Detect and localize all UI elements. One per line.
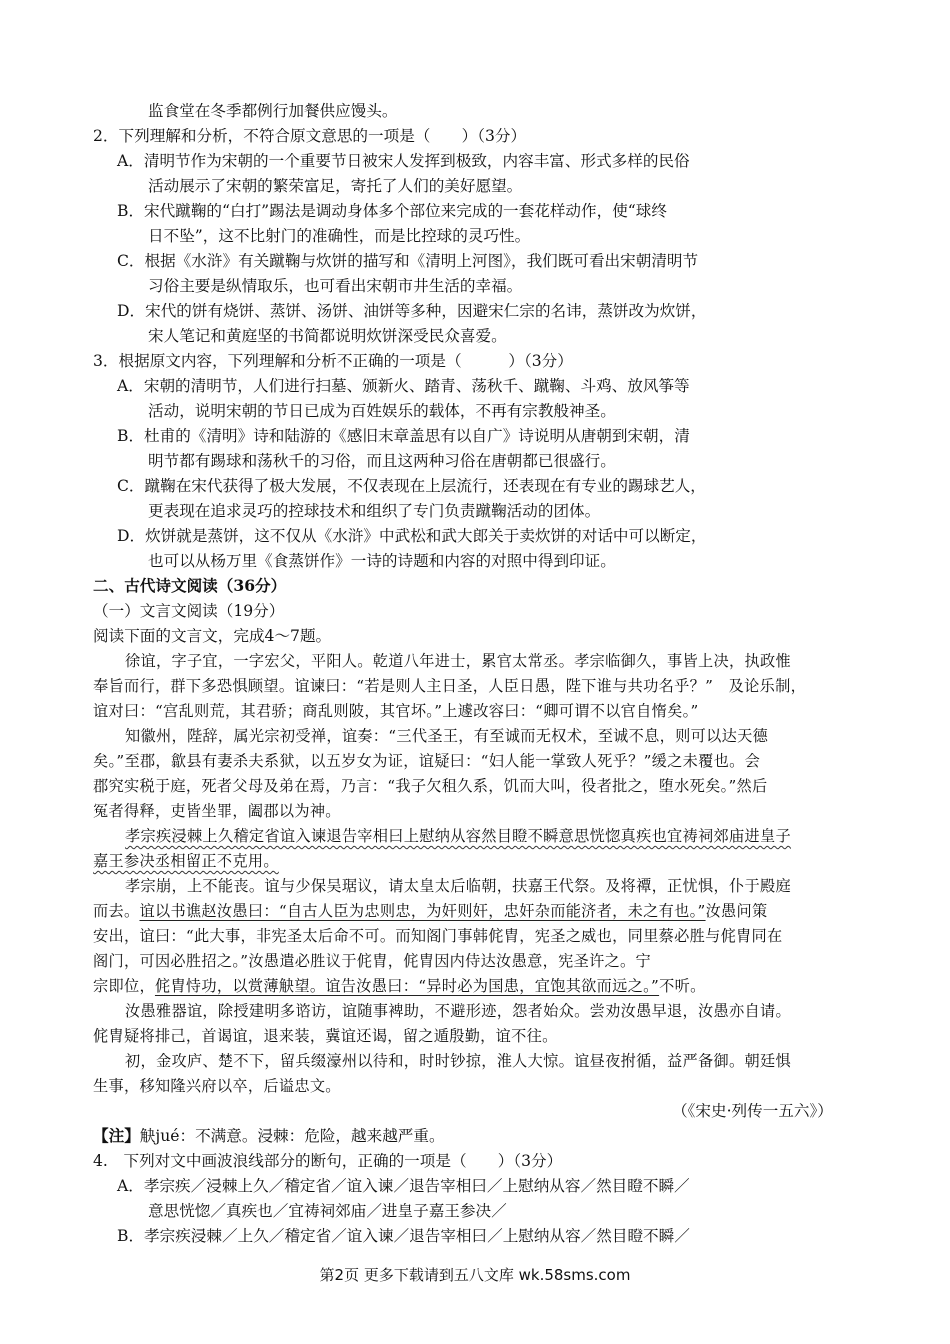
wavy-underlined-passage: 孝宗疾浸棘上久稽定省谊入谏退告宰相曰上慰纳从容然目瞪不瞬意思恍惚真疾也宜祷祠郊庙进皇子 — [125, 827, 791, 845]
wavy-underlined-passage: 嘉王参决丞相留正不克用。 — [93, 852, 279, 870]
passage-line: 奉旨而行，群下多恐惧顾望。谊谏曰：“若是则人主日圣，人臣日愚，陛下谁与共功名乎？” 及论乐制， — [93, 677, 807, 695]
passage-line: 生事，移知隆兴府以卒，后谥忠文。 — [93, 1077, 341, 1095]
annotation-note — [93, 1125, 445, 1147]
option-b-line: 日不坠”，这不比射门的准确性，而是比控球的灵巧性。 — [148, 227, 531, 245]
option-c-line: 习俗主要是纵情取乐，也可看出宋朝市井生活的幸福。 — [148, 277, 523, 295]
text-segment: 汝愚问策 — [705, 902, 768, 920]
option-c-line: C．蹴鞠在宋代获得了极大发展，不仅表现在上层流行，还表现在有专业的踢球艺人， — [117, 477, 706, 495]
passage-line: 徐谊，字子宜，一字宏父，平阳人。乾道八年进士，累官太常丞。孝宗临御久，事皆上决，执政惟 — [125, 652, 791, 670]
text-segment: 不听。 — [659, 977, 706, 995]
option-b-line: B．宋代蹴鞠的“白打”踢法是调动身体多个部位来完成的一套花样动作，使“球终 — [117, 202, 667, 220]
underlined-sentence: 谊以书谯赵汝愚曰：“自古人臣为忠则忠，为奸则奸，忠奸杂而能济者，未之有也。” — [139, 902, 706, 920]
underlined-sentence: 侂胄恃功，以赏薄觖望。谊告汝愚曰：“异时必为国患，宜饱其欲而远之。” — [154, 977, 660, 995]
option-a-line: 意思恍惚／真疾也／宜祷祠郊庙／进皇子嘉王参决／ — [148, 1202, 507, 1220]
passage-line: 知徽州，陛辞，属光宗初受禅，谊奏：“三代圣王，有至诚而无权术，至诚不息，则可以达天德 — [125, 727, 769, 745]
passage-line: 谊对曰：“宫乱则荒，其君骄；商乱则陂，其官坏。”上遽改容曰：“卿可谓不以官自惰矣。” — [93, 702, 699, 720]
source-citation: （《宋史·列传一五六》） — [672, 1102, 833, 1120]
option-c-line: C．根据《水浒》有关蹴鞠与炊饼的描写和《清明上河图》，我们既可看出宋朝清明节 — [117, 252, 699, 270]
option-b-line: B．杜甫的《清明》诗和陆游的《感旧末章盖思有以自广》诗说明从唐朝到宋朝，清 — [117, 427, 690, 445]
option-a-line: 活动展示了宋朝的繁荣富足，寄托了人们的美好愿望。 — [148, 177, 523, 195]
option-d-line: D．炊饼就是蒸饼，这不仅从《水浒》中武松和武大郎关于卖炊饼的对话中可以断定， — [117, 527, 707, 545]
question-4-stem: 4. 下列对文中画波浪线部分的断句，正确的一项是（ ）（3分） — [93, 1152, 563, 1170]
option-d-line: 也可以从杨万里《食蒸饼作》一诗的诗题和内容的对照中得到印证。 — [148, 552, 616, 570]
note-label: 【注】 — [93, 1126, 140, 1145]
option-b-line: 明节都有踢球和荡秋千的习俗，而且这两种习俗在唐朝都已很盛行。 — [148, 452, 616, 470]
passage-line: 矣。”至郡，歙县有妻杀夫系狱，以五岁女为证，谊疑曰：“妇人能一掌致人死乎？”缓之未覆也。会 — [93, 752, 761, 770]
note-text: 觖jué：不满意。浸棘：危险，越来越严重。 — [139, 1127, 445, 1145]
option-d-line: D．宋代的饼有烧饼、蒸饼、汤饼、油饼等多种，因避宋仁宗的名讳，蒸饼改为炊饼， — [117, 302, 707, 320]
passage-line: 郡究实税于庭，死者父母及弟在焉，乃言：“我子欠租久系，饥而大叫，役者批之，堕水死矣。”然后 — [93, 777, 768, 795]
text-line: 监食堂在冬季都例行加餐供应馒头。 — [148, 102, 398, 120]
instruction: 阅读下面的文言文，完成4～7题。 — [93, 627, 332, 645]
option-a-line: 活动，说明宋朝的节日已成为百姓娱乐的载体，不再有宗教般神圣。 — [148, 402, 616, 420]
option-c-line: 更表现在追求灵巧的控球技术和组织了专门负责蹴鞠活动的团体。 — [148, 502, 601, 520]
question-3-stem: 3．根据原文内容，下列理解和分析不正确的一项是（ ）（3分） — [93, 352, 573, 370]
passage-line: 阁门，可因必胜招之。”汝愚遣必胜议于侂胄，侂胄因内侍达汝愚意，宪圣许之。宁 — [93, 952, 652, 970]
passage-line: 冤者得释，吏皆坐罪，阖郡以为神。 — [93, 802, 341, 820]
passage-line: 侂胄疑将排己，首谒谊，退来装，冀谊还谒，留之遁殷勤，谊不往。 — [93, 1027, 558, 1045]
passage-line — [93, 900, 768, 922]
option-b-line: B．孝宗疾浸棘／上久／稽定省／谊入谏／退告宰相曰／上慰纳从容／然目瞪不瞬／ — [117, 1227, 690, 1245]
section-title: 二、古代诗文阅读（36分） — [93, 576, 287, 595]
option-d-line: 宋人笔记和黄庭坚的书简都说明炊饼深受民众喜爱。 — [148, 327, 507, 345]
option-a-line: A．宋朝的清明节，人们进行扫墓、颁新火、踏青、荡秋千、蹴鞠、斗鸡、放风筝等 — [117, 377, 690, 395]
passage-line — [93, 975, 706, 997]
text-segment: 宗即位， — [93, 977, 155, 995]
subsection-title: （一）文言文阅读（19分） — [93, 602, 285, 620]
option-a-line: A．清明节作为宋朝的一个重要节日被宋人发挥到极致，内容丰富、形式多样的民俗 — [117, 152, 690, 170]
passage-line: 安出，谊曰：“此大事，非宪圣太后命不可。而知阁门事韩侂胄，宪圣之威也，同里蔡必胜与侂胄同在 — [93, 927, 783, 945]
text-segment: 而去。 — [93, 902, 140, 920]
passage-line: 孝宗崩，上不能丧。谊与少保吴琚议，请太皇太后临朝，扶嘉王代祭。及将禫，正忧惧，仆于殿庭 — [125, 877, 791, 895]
option-a-line: A．孝宗疾／浸棘上久／稽定省／谊入谏／退告宰相曰／上慰纳从容／然目瞪不瞬／ — [117, 1177, 690, 1195]
question-2-stem: 2．下列理解和分析，不符合原文意思的一项是（ ）（3分） — [93, 127, 527, 145]
passage-line: 汝愚雅器谊，除授建明多谘访，谊随事裨助，不避形迹，怨者始众。尝劝汝愚早退，汝愚亦自请。 — [125, 1002, 791, 1020]
page-footer: 第2页 更多下载请到五八文库 wk.58sms.com — [319, 1266, 631, 1284]
passage-line: 初，金攻庐、楚不下，留兵缀濠州以待和，时时钞掠，淮人大惊。谊昼夜拊循，益严备御。朝廷惧 — [125, 1052, 791, 1070]
